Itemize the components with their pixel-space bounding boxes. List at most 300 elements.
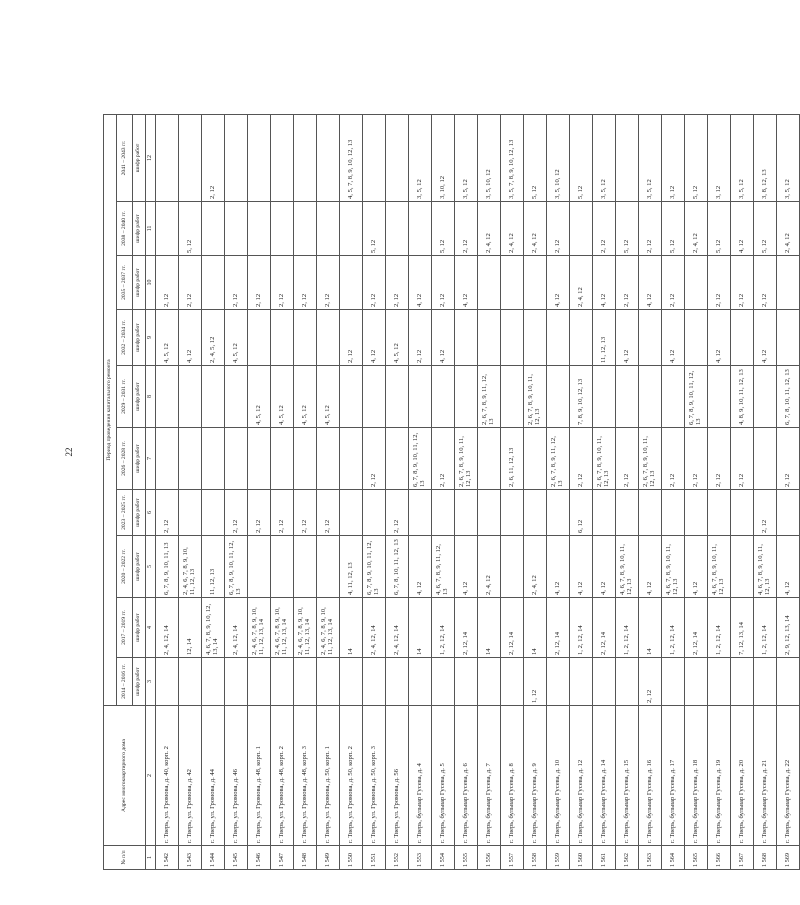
work-code-cell <box>363 658 386 706</box>
row-number: 1 550 <box>340 846 363 870</box>
table-row <box>662 115 685 870</box>
work-code-cell: 4, 5, 7, 8, 9, 10, 12, 13 <box>340 115 363 202</box>
work-code-cell: 2, 12 <box>156 490 179 536</box>
work-code-cell: 2, 12 <box>708 428 731 490</box>
column-index: 8 <box>146 366 156 428</box>
table-row <box>225 115 248 870</box>
work-code-cell: 2, 6, 7, 8, 9, 10, 11, 12, 13 <box>639 428 662 490</box>
work-code-cell <box>593 658 616 706</box>
work-code-cell: 4, 12 <box>754 310 777 366</box>
row-address: г. Тверь, бульвар Гусева, д. 17 <box>662 706 685 846</box>
work-code-cell: 2, 9, 12, 13, 14 <box>777 598 800 658</box>
work-code-cell <box>432 366 455 428</box>
work-code-cell: 2, 4, 6, 7, 8, 9, 10, 11, 12, 13, 14 <box>248 598 271 658</box>
row-number: 1 549 <box>317 846 340 870</box>
work-code-cell: 11, 12, 13 <box>202 536 225 598</box>
work-code-cell <box>501 366 524 428</box>
table-row <box>754 115 777 870</box>
work-code-cell: 4, 12 <box>432 310 455 366</box>
table-row <box>708 115 731 870</box>
work-code-cell <box>340 202 363 256</box>
work-code-cell: 4, 12 <box>570 536 593 598</box>
work-code-cell <box>685 490 708 536</box>
row-number: 1 545 <box>225 846 248 870</box>
work-code-cell <box>179 115 202 202</box>
work-code-cell: 2, 4, 12, 14 <box>363 598 386 658</box>
work-code-cell: 2, 12 <box>432 428 455 490</box>
work-code-cell: 14 <box>340 598 363 658</box>
table-row <box>317 115 340 870</box>
work-code-cell: 6, 7, 8, 9, 10, 11, 12, 13 <box>225 536 248 598</box>
row-address: г. Тверь, бульвар Гусева, д. 20 <box>731 706 754 846</box>
work-code-cell: 2, 12, 14 <box>547 598 570 658</box>
work-code-cell: 4, 6, 7, 8, 9, 10, 11, 12, 13 <box>708 536 731 598</box>
work-code-cell: 5, 12 <box>570 115 593 202</box>
work-code-cell <box>662 658 685 706</box>
header-period: 2026 – 2028 гг. <box>117 428 133 490</box>
table-row <box>386 115 409 870</box>
row-address: г. Тверь, бульвар Гусева, д. 22 <box>777 706 800 846</box>
work-code-cell <box>455 310 478 366</box>
work-code-cell <box>501 536 524 598</box>
row-number: 1 542 <box>156 846 179 870</box>
work-code-cell: 2, 12 <box>754 490 777 536</box>
work-code-cell <box>570 310 593 366</box>
work-code-cell: 3, 5, 10, 12 <box>547 115 570 202</box>
work-code-cell <box>225 115 248 202</box>
work-code-cell: 4, 12 <box>708 310 731 366</box>
header-sub-label: шифр работ <box>133 490 146 536</box>
work-code-cell: 2, 12 <box>708 256 731 310</box>
work-code-cell: 2, 12 <box>225 256 248 310</box>
row-address: г. Тверь, бульвар Гусева, д. 10 <box>547 706 570 846</box>
header-sub-label: шифр работ <box>133 536 146 598</box>
work-code-cell: 4, 5, 12 <box>386 310 409 366</box>
work-code-cell: 2, 12 <box>271 490 294 536</box>
work-code-cell <box>156 658 179 706</box>
work-code-cell <box>271 310 294 366</box>
work-code-cell: 2, 12 <box>179 256 202 310</box>
work-code-cell <box>156 202 179 256</box>
work-code-cell: 2, 12 <box>616 428 639 490</box>
row-address: г. Тверь, бульвар Гусева, д. 19 <box>708 706 731 846</box>
work-code-cell: 4, 6, 7, 8, 9, 11, 12, 13 <box>432 536 455 598</box>
work-code-cell: 4, 12 <box>547 536 570 598</box>
work-code-cell <box>570 658 593 706</box>
work-code-cell <box>386 115 409 202</box>
rotated-page <box>103 115 791 870</box>
work-code-cell <box>777 658 800 706</box>
work-code-cell: 4, 12 <box>363 310 386 366</box>
work-code-cell: 12, 14 <box>179 598 202 658</box>
row-address: г. Тверь, бульвар Гусева, д. 8 <box>501 706 524 846</box>
row-number: 1 559 <box>547 846 570 870</box>
work-code-cell: 5, 12 <box>524 115 547 202</box>
work-code-cell: 4, 12 <box>639 536 662 598</box>
work-code-cell <box>524 428 547 490</box>
row-address: г. Тверь, ул. Громова, д. 56 <box>386 706 409 846</box>
work-code-cell <box>547 658 570 706</box>
row-address: г. Тверь, бульвар Гусева, д. 7 <box>478 706 501 846</box>
header-sub-label: шифр работ <box>133 310 146 366</box>
work-code-cell: 2, 12 <box>317 256 340 310</box>
work-code-cell: 2, 4, 12 <box>501 202 524 256</box>
work-code-cell <box>616 115 639 202</box>
work-code-cell: 2, 6, 7, 8, 9, 10, 11, 12, 13 <box>593 428 616 490</box>
work-code-cell <box>754 366 777 428</box>
work-code-cell: 2, 12 <box>317 490 340 536</box>
work-code-cell: 4, 6, 7, 8, 9, 10, 12, 13, 14 <box>202 598 225 658</box>
row-number: 1 568 <box>754 846 777 870</box>
work-code-cell <box>294 536 317 598</box>
work-code-cell <box>317 310 340 366</box>
work-code-cell: 4, 12 <box>547 256 570 310</box>
work-code-cell: 2, 12 <box>547 202 570 256</box>
row-number: 1 566 <box>708 846 731 870</box>
work-code-cell: 3, 5, 12 <box>731 115 754 202</box>
work-code-cell: 2, 4, 12, 14 <box>156 598 179 658</box>
work-code-cell <box>777 256 800 310</box>
work-code-cell: 2, 12 <box>731 256 754 310</box>
table-row <box>593 115 616 870</box>
work-code-cell <box>409 202 432 256</box>
row-number: 1 544 <box>202 846 225 870</box>
work-code-cell <box>570 202 593 256</box>
work-code-cell: 2, 12 <box>639 202 662 256</box>
column-index: 5 <box>146 536 156 598</box>
row-number: 1 563 <box>639 846 662 870</box>
work-code-cell: 3, 5, 12 <box>639 115 662 202</box>
work-code-cell: 4, 5, 12 <box>225 310 248 366</box>
work-code-cell <box>501 658 524 706</box>
row-address: г. Тверь, бульвар Гусева, д. 15 <box>616 706 639 846</box>
work-code-cell <box>179 490 202 536</box>
column-index: 4 <box>146 598 156 658</box>
work-code-cell <box>363 490 386 536</box>
work-code-cell: 3, 5, 12 <box>455 115 478 202</box>
work-code-cell <box>455 366 478 428</box>
work-code-cell: 4, 11, 12, 13 <box>340 536 363 598</box>
work-code-cell: 2, 12 <box>409 310 432 366</box>
work-code-cell <box>501 310 524 366</box>
row-number: 1 546 <box>248 846 271 870</box>
work-code-cell <box>708 490 731 536</box>
work-code-cell <box>616 490 639 536</box>
row-number: 1 547 <box>271 846 294 870</box>
work-code-cell <box>478 490 501 536</box>
table-body <box>156 115 800 870</box>
work-code-cell: 4, 6, 7, 8, 9, 10, 11, 12, 13 <box>662 536 685 598</box>
work-code-cell: 2, 4, 12 <box>570 256 593 310</box>
work-code-cell <box>294 202 317 256</box>
row-number: 1 557 <box>501 846 524 870</box>
work-code-cell <box>777 310 800 366</box>
header-sub-label: шифр работ <box>133 428 146 490</box>
work-code-cell: 2, 4, 12, 14 <box>386 598 409 658</box>
table-row <box>639 115 662 870</box>
row-number: 1 552 <box>386 846 409 870</box>
work-code-cell: 2, 6, 7, 8, 9, 10, 11, 12, 13 <box>455 428 478 490</box>
column-index: 2 <box>146 706 156 846</box>
work-code-cell <box>409 658 432 706</box>
work-code-cell <box>179 658 202 706</box>
work-code-cell: 2, 12 <box>593 202 616 256</box>
work-code-cell: 2, 12 <box>271 256 294 310</box>
work-code-cell: 2, 4, 6, 7, 8, 9, 10, 11, 12, 13, 14 <box>294 598 317 658</box>
work-code-cell: 3, 12 <box>708 115 731 202</box>
work-code-cell <box>317 658 340 706</box>
work-code-cell: 3, 5, 12 <box>409 115 432 202</box>
work-code-cell <box>386 658 409 706</box>
work-code-cell <box>294 658 317 706</box>
row-address: г. Тверь, бульвар Гусева, д. 18 <box>685 706 708 846</box>
work-code-cell <box>225 366 248 428</box>
work-code-cell: 2, 4, 6, 7, 8, 9, 10, 11, 12, 13 <box>179 536 202 598</box>
work-code-cell: 3, 5, 12 <box>777 115 800 202</box>
work-code-cell: 4, 5, 12 <box>248 366 271 428</box>
row-address: г. Тверь, бульвар Гусева, д. 16 <box>639 706 662 846</box>
work-code-cell <box>340 366 363 428</box>
page-number: 22 <box>64 447 74 457</box>
row-number: 1 564 <box>662 846 685 870</box>
work-code-cell <box>317 115 340 202</box>
row-address: г. Тверь, ул. Громова, д. 48, корп. 3 <box>294 706 317 846</box>
header-sub-label: шифр работ <box>133 115 146 202</box>
work-code-cell <box>685 310 708 366</box>
work-code-cell: 5, 12 <box>754 202 777 256</box>
work-code-cell <box>386 202 409 256</box>
row-number: 1 565 <box>685 846 708 870</box>
work-code-cell: 14 <box>639 598 662 658</box>
work-code-cell <box>685 658 708 706</box>
work-code-cell <box>616 658 639 706</box>
table-row <box>294 115 317 870</box>
work-code-cell <box>616 366 639 428</box>
work-code-cell: 2, 12 <box>225 490 248 536</box>
header-sub-label: шифр работ <box>133 598 146 658</box>
work-code-cell: 2, 12 <box>294 256 317 310</box>
work-code-cell: 1, 2, 12, 14 <box>616 598 639 658</box>
work-code-cell <box>478 658 501 706</box>
row-number: 1 551 <box>363 846 386 870</box>
work-code-cell <box>225 202 248 256</box>
work-code-cell <box>386 428 409 490</box>
work-code-cell: 4, 12 <box>179 310 202 366</box>
work-code-cell <box>340 658 363 706</box>
work-code-cell: 2, 4, 12 <box>478 536 501 598</box>
work-code-cell <box>731 310 754 366</box>
column-index: 3 <box>146 658 156 706</box>
work-code-cell <box>202 202 225 256</box>
header-period: 2038 – 2040 гг. <box>117 202 133 256</box>
work-code-cell <box>731 490 754 536</box>
work-code-cell: 4, 12 <box>593 256 616 310</box>
row-number: 1 560 <box>570 846 593 870</box>
work-code-cell <box>501 490 524 536</box>
work-code-cell <box>524 256 547 310</box>
work-code-cell: 2, 12 <box>685 428 708 490</box>
row-number: 1 558 <box>524 846 547 870</box>
work-code-cell <box>432 490 455 536</box>
work-code-cell <box>248 115 271 202</box>
table-row <box>570 115 593 870</box>
work-code-cell: 5, 12 <box>179 202 202 256</box>
work-code-cell <box>455 658 478 706</box>
work-code-cell: 3, 5, 10, 12 <box>478 115 501 202</box>
work-code-cell: 2, 12 <box>662 428 685 490</box>
work-code-cell <box>294 115 317 202</box>
header-sub-label: шифр работ <box>133 202 146 256</box>
work-code-cell: 6, 7, 8, 9, 10, 11, 12, 13 <box>409 428 432 490</box>
work-code-cell: 2, 12 <box>662 256 685 310</box>
work-code-cell: 2, 6, 7, 8, 9, 10, 11, 12, 13 <box>524 366 547 428</box>
work-code-cell <box>639 490 662 536</box>
work-code-cell <box>202 428 225 490</box>
work-code-cell: 1, 2, 12, 14 <box>754 598 777 658</box>
work-code-cell: 2, 4, 6, 7, 8, 9, 10, 11, 12, 13, 14 <box>271 598 294 658</box>
work-code-cell <box>317 202 340 256</box>
work-code-cell: 4, 12 <box>409 256 432 310</box>
header-sub-label: шифр работ <box>133 256 146 310</box>
table-row <box>455 115 478 870</box>
header-address: Адрес многоквартирного дома <box>104 706 146 846</box>
table-row <box>547 115 570 870</box>
header-period: 2014 – 2016 гг. <box>117 658 133 706</box>
row-address: г. Тверь, ул. Громова, д. 46 <box>225 706 248 846</box>
work-code-cell: 4, 8, 9, 10, 11, 12, 13 <box>731 366 754 428</box>
header-num: № п/п <box>104 846 146 870</box>
work-code-cell: 2, 4, 5, 12 <box>202 310 225 366</box>
work-code-cell: 1, 2, 12, 14 <box>570 598 593 658</box>
row-address: г. Тверь, ул. Громова, д. 40, корп. 2 <box>156 706 179 846</box>
work-code-cell: 2, 4, 12 <box>777 202 800 256</box>
work-code-cell <box>547 366 570 428</box>
work-code-cell: 2, 12, 14 <box>593 598 616 658</box>
work-code-cell <box>202 490 225 536</box>
column-index: 11 <box>146 202 156 256</box>
header-period: 2035 – 2037 гг. <box>117 256 133 310</box>
column-index: 12 <box>146 115 156 202</box>
work-code-cell <box>432 658 455 706</box>
row-number: 1 562 <box>616 846 639 870</box>
work-code-cell <box>202 366 225 428</box>
table-row <box>363 115 386 870</box>
work-code-cell: 4, 5, 12 <box>294 366 317 428</box>
work-code-cell: 5, 12 <box>363 202 386 256</box>
row-number: 1 556 <box>478 846 501 870</box>
work-code-cell <box>386 366 409 428</box>
row-number: 1 548 <box>294 846 317 870</box>
row-address: г. Тверь, бульвар Гусева, д. 5 <box>432 706 455 846</box>
work-code-cell: 2, 4, 12 <box>524 202 547 256</box>
work-code-cell: 6, 7, 8, 9, 10, 11, 12, 13 <box>685 366 708 428</box>
header-sub-label: шифр работ <box>133 658 146 706</box>
table-row <box>616 115 639 870</box>
work-code-cell: 2, 12, 14 <box>455 598 478 658</box>
row-address: г. Тверь, бульвар Гусева, д. 6 <box>455 706 478 846</box>
header-period: 2023 – 2025 гг. <box>117 490 133 536</box>
work-code-cell: 3, 5, 12 <box>593 115 616 202</box>
work-code-cell: 2, 4, 12 <box>685 202 708 256</box>
work-code-cell <box>248 658 271 706</box>
table-row <box>248 115 271 870</box>
row-address: г. Тверь, ул. Громова, д. 48, корп. 1 <box>248 706 271 846</box>
row-number: 1 554 <box>432 846 455 870</box>
row-number: 1 569 <box>777 846 800 870</box>
row-address: г. Тверь, ул. Громова, д. 50, корп. 2 <box>340 706 363 846</box>
work-code-cell: 2, 12 <box>570 428 593 490</box>
table-row <box>271 115 294 870</box>
row-number: 1 555 <box>455 846 478 870</box>
table-row <box>179 115 202 870</box>
work-code-cell <box>524 310 547 366</box>
work-code-cell: 2, 12 <box>777 428 800 490</box>
work-code-cell <box>248 428 271 490</box>
work-code-cell <box>271 202 294 256</box>
work-code-cell <box>271 115 294 202</box>
work-code-cell: 2, 4, 6, 7, 8, 9, 10, 11, 12, 13, 14 <box>317 598 340 658</box>
capital-repair-schedule-table <box>103 114 800 870</box>
work-code-cell <box>156 428 179 490</box>
header-period: 2020 – 2022 гг. <box>117 536 133 598</box>
work-code-cell: 7, 12, 13, 14 <box>731 598 754 658</box>
work-code-cell: 5, 12 <box>685 115 708 202</box>
work-code-cell: 4, 12 <box>409 536 432 598</box>
work-code-cell: 6, 7, 8, 10, 11, 12, 13 <box>386 536 409 598</box>
work-code-cell: 4, 12 <box>593 536 616 598</box>
work-code-cell: 5, 12 <box>708 202 731 256</box>
row-address: г. Тверь, ул. Громова, д. 50, корп. 3 <box>363 706 386 846</box>
work-code-cell: 2, 4, 12 <box>524 536 547 598</box>
work-code-cell <box>156 115 179 202</box>
work-code-cell <box>547 310 570 366</box>
work-code-cell: 2, 12 <box>386 256 409 310</box>
table-row <box>340 115 363 870</box>
header-period: 2032 – 2034 гг. <box>117 310 133 366</box>
work-code-cell <box>179 428 202 490</box>
work-code-cell: 2, 4, 12, 14 <box>225 598 248 658</box>
work-code-cell: 3, 12 <box>662 115 685 202</box>
work-code-cell: 6, 12 <box>570 490 593 536</box>
work-code-cell: 2, 12 <box>455 202 478 256</box>
table-row <box>409 115 432 870</box>
work-code-cell <box>662 366 685 428</box>
work-code-cell <box>754 428 777 490</box>
header-period: 2017 – 2019 гг. <box>117 598 133 658</box>
column-index: 7 <box>146 428 156 490</box>
work-code-cell <box>340 490 363 536</box>
work-code-cell <box>731 658 754 706</box>
column-index: 1 <box>146 846 156 870</box>
work-code-cell <box>685 256 708 310</box>
work-code-cell <box>547 490 570 536</box>
work-code-cell: 4, 12 <box>777 536 800 598</box>
work-code-cell: 2, 12, 14 <box>685 598 708 658</box>
work-code-cell: 4, 12 <box>685 536 708 598</box>
work-code-cell <box>248 202 271 256</box>
work-code-cell <box>317 428 340 490</box>
work-code-cell: 2, 12 <box>294 490 317 536</box>
work-code-cell <box>478 310 501 366</box>
work-code-cell <box>202 256 225 310</box>
work-code-cell: 2, 12, 14 <box>501 598 524 658</box>
work-code-cell <box>639 366 662 428</box>
work-code-cell: 2, 12 <box>363 428 386 490</box>
work-code-cell: 2, 12 <box>156 256 179 310</box>
work-code-cell: 4, 5, 12 <box>317 366 340 428</box>
work-code-cell: 14 <box>478 598 501 658</box>
work-code-cell: 1, 12 <box>524 658 547 706</box>
